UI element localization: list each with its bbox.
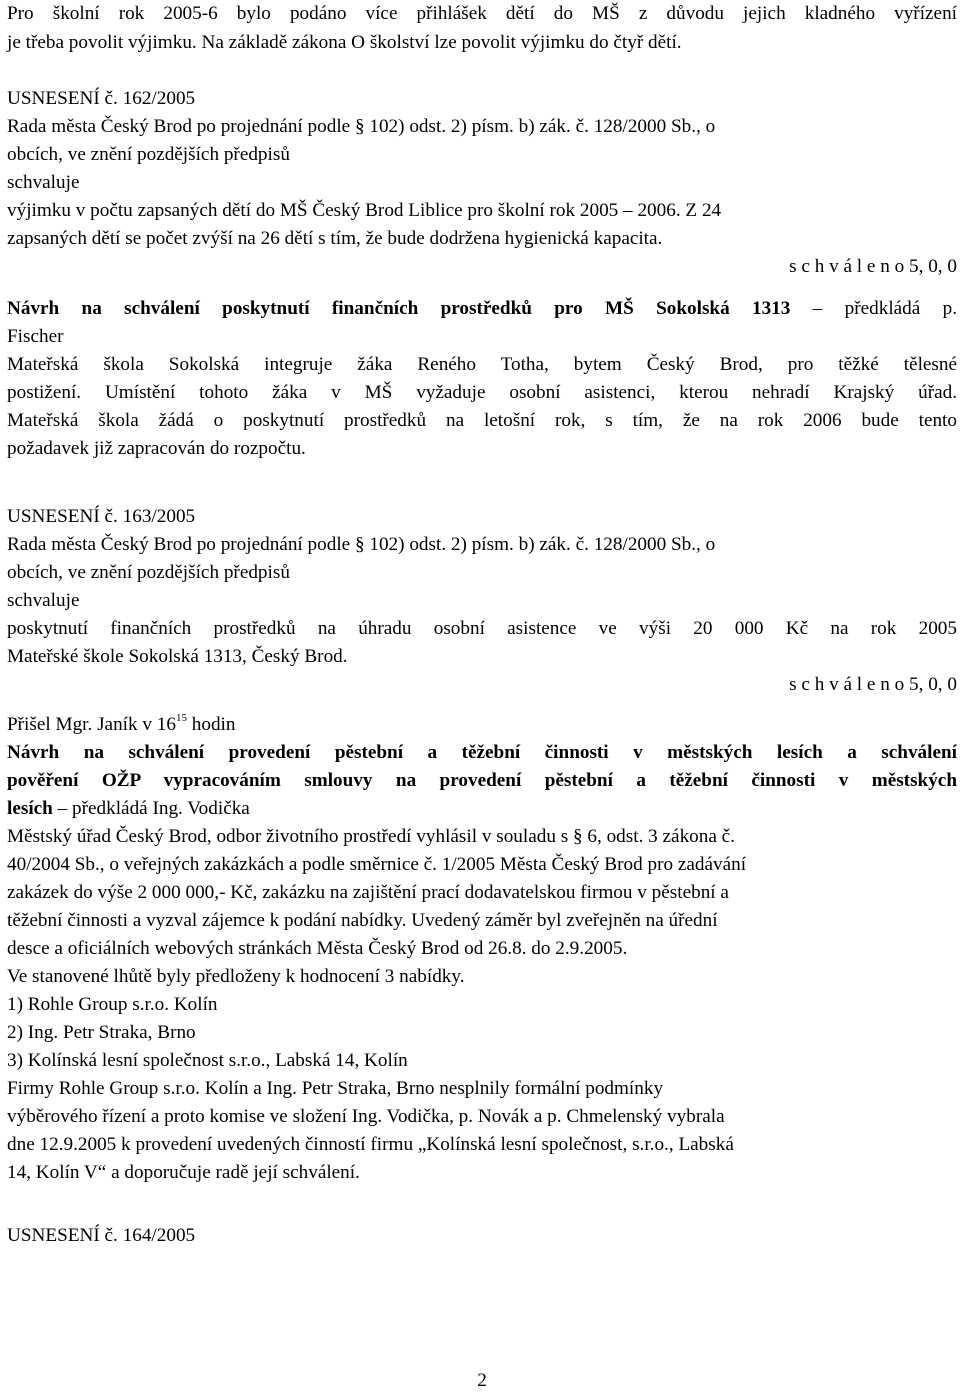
vote-result: s c h v á l e n o 5, 0, 0 [789, 256, 957, 277]
paragraph-line: výjimku v počtu zapsaných dětí do MŠ Český Brod Liblice pro školní rok 2005 – 2006. Z 24 [7, 200, 722, 221]
resolution-heading: USNESENÍ č. 162/2005 [7, 88, 196, 109]
document-page [7, 0, 957, 1389]
list-item: 2) Ing. Petr Straka, Brno [7, 1022, 196, 1043]
paragraph-line: Rada města Český Brod po projednání podle § 102) odst. 2) písm. b) zák. č. 128/2000 Sb., o [7, 116, 716, 137]
paragraph-line: postižení. Umístění tohoto žáka v MŠ vyžaduje osobní asistenci, kterou nehradí Krajský úřad. [7, 382, 957, 403]
paragraph-line: 40/2004 Sb., o veřejných zakázkách a podle směrnice č. 1/2005 Města Český Brod pro zadávání [7, 854, 747, 875]
paragraph-line: Mateřská škola Sokolská integruje žáka Reného Totha, bytem Český Brod, pro těžké tělesné [7, 354, 957, 375]
agenda-item-title: Návrh na schválení provedení pěstební a těžební činnosti v městských lesích a schválení [7, 742, 957, 763]
page-number: 2 [477, 1370, 487, 1391]
paragraph-line: je třeba povolit výjimku. Na základě zákona O školství lze povolit výjimku do čtyř dětí. [7, 32, 682, 53]
agenda-item-title: pověření OŽP vypracováním smlouvy na provedení pěstební a těžební činnosti v městských [7, 770, 957, 791]
paragraph-line: dne 12.9.2005 k provedení uvedených činností firmu „Kolínská lesní společnost, s.r.o., Labská [7, 1134, 734, 1155]
paragraph-line: požadavek již zapracován do rozpočtu. [7, 438, 306, 459]
paragraph-line: Rada města Český Brod po projednání podle § 102) odst. 2) písm. b) zák. č. 128/2000 Sb., o [7, 534, 716, 555]
list-item: 1) Rohle Group s.r.o. Kolín [7, 994, 218, 1015]
arrival-text: Přišel Mgr. Janík v 16 [7, 714, 176, 735]
paragraph-line: Pro školní rok 2005-6 bylo podáno více přihlášek dětí do MŠ z důvodu jejich kladného vyřízení [7, 3, 957, 24]
paragraph-line: zakázek do výše 2 000 000,- Kč, zakázku na zajištění prací dodavatelskou firmou v pěstební a [7, 882, 729, 903]
approval-word: schvaluje [7, 172, 80, 193]
arrival-unit: hodin [186, 714, 236, 735]
agenda-item-presenter: – předkládá Ing. Vodička [52, 798, 250, 819]
agenda-item-title [7, 797, 250, 821]
paragraph-line: obcích, ve znění pozdějších předpisů [7, 562, 290, 583]
paragraph-line: Mateřská škola žádá o poskytnutí prostředků na letošní rok, s tím, že na rok 2006 bude tento [7, 410, 957, 431]
paragraph-line: Ve stanovené lhůtě byly předloženy k hodnocení 3 nabídky. [7, 966, 465, 987]
paragraph-line: Firmy Rohle Group s.r.o. Kolín a Ing. Petr Straka, Brno nesplnily formální podmínky [7, 1078, 664, 1099]
paragraph-line: Fischer [7, 326, 64, 347]
agenda-item-presenter: – předkládá p. [790, 298, 957, 319]
arrival-minutes: 15 [175, 711, 187, 724]
paragraph-line: zapsaných dětí se počet zvýší na 26 dětí s tím, že bude dodržena hygienická kapacita. [7, 228, 663, 249]
agenda-item-bold: Návrh na schválení poskytnutí finančních prostředků pro MŠ Sokolská 1313 [7, 298, 791, 319]
arrival-note [7, 713, 235, 737]
paragraph-line: výběrového řízení a proto komise ve složení Ing. Vodička, p. Novák a p. Chmelenský vybrala [7, 1106, 725, 1127]
paragraph-line: desce a oficiálních webových stránkách Města Český Brod od 26.8. do 2.9.2005. [7, 938, 628, 959]
resolution-heading: USNESENÍ č. 164/2005 [7, 1225, 196, 1246]
paragraph-line: obcích, ve znění pozdějších předpisů [7, 144, 290, 165]
paragraph-line: poskytnutí finančních prostředků na úhradu osobní asistence ve výši 20 000 Kč na rok 2005 [7, 618, 957, 639]
vote-result: s c h v á l e n o 5, 0, 0 [789, 674, 957, 695]
paragraph-line: těžební činnosti a vyzval zájemce k podání nabídky. Uvedený záměr byl zveřejněn na úřední [7, 910, 718, 931]
agenda-item-bold: lesích [7, 798, 53, 819]
approval-word: schvaluje [7, 590, 80, 611]
agenda-item-title [7, 297, 957, 321]
resolution-heading: USNESENÍ č. 163/2005 [7, 506, 196, 527]
paragraph-line: 14, Kolín V“ a doporučuje radě její schválení. [7, 1162, 360, 1183]
paragraph-line: Městský úřad Český Brod, odbor životního prostředí vyhlásil v souladu s § 6, odst. 3 zákona č. [7, 826, 735, 847]
list-item: 3) Kolínská lesní společnost s.r.o., Labská 14, Kolín [7, 1050, 408, 1071]
paragraph-line: Mateřské škole Sokolská 1313, Český Brod. [7, 646, 348, 667]
